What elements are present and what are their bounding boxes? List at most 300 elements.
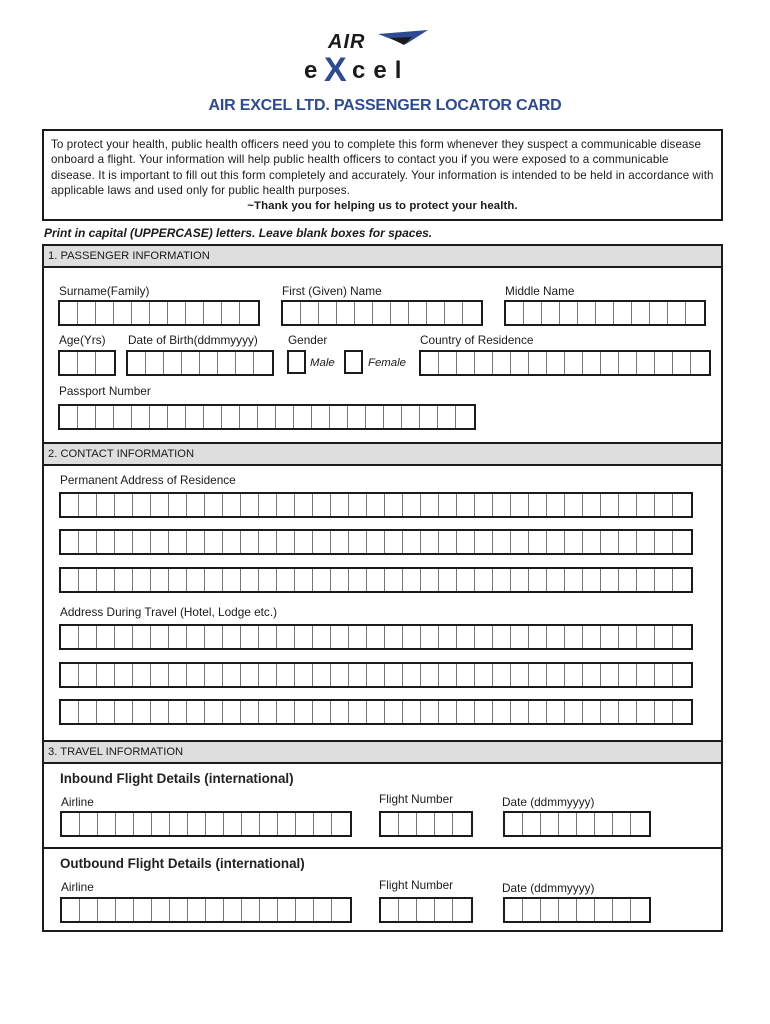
letter-box[interactable]	[614, 302, 632, 324]
letter-box[interactable]	[319, 302, 337, 324]
letter-box[interactable]	[475, 531, 493, 553]
letter-box[interactable]	[200, 352, 218, 374]
letter-box[interactable]	[583, 569, 601, 591]
passport-field[interactable]	[58, 404, 476, 430]
letter-box[interactable]	[114, 406, 132, 428]
letter-box[interactable]	[134, 899, 152, 921]
letter-box[interactable]	[223, 701, 241, 723]
letter-box[interactable]	[529, 531, 547, 553]
letter-box[interactable]	[475, 352, 493, 374]
letter-box[interactable]	[655, 531, 673, 553]
letter-box[interactable]	[511, 701, 529, 723]
letter-box[interactable]	[583, 701, 601, 723]
age-field[interactable]	[58, 350, 116, 376]
letter-box[interactable]	[673, 664, 691, 686]
letter-box[interactable]	[547, 494, 565, 516]
letter-box[interactable]	[331, 531, 349, 553]
first-name-field[interactable]	[281, 300, 483, 326]
letter-box[interactable]	[367, 664, 385, 686]
letter-box[interactable]	[151, 569, 169, 591]
letter-box[interactable]	[565, 626, 583, 648]
letter-box[interactable]	[295, 569, 313, 591]
letter-box[interactable]	[277, 664, 295, 686]
letter-box[interactable]	[168, 302, 186, 324]
letter-box[interactable]	[296, 899, 314, 921]
letter-box[interactable]	[505, 813, 523, 835]
letter-box[interactable]	[619, 569, 637, 591]
letter-box[interactable]	[331, 701, 349, 723]
letter-box[interactable]	[128, 352, 146, 374]
letter-box[interactable]	[385, 531, 403, 553]
letter-box[interactable]	[97, 701, 115, 723]
letter-box[interactable]	[421, 569, 439, 591]
letter-box[interactable]	[97, 664, 115, 686]
letter-box[interactable]	[96, 302, 114, 324]
letter-box[interactable]	[637, 352, 655, 374]
dob-field[interactable]	[126, 350, 274, 376]
letter-box[interactable]	[565, 664, 583, 686]
letter-box[interactable]	[637, 626, 655, 648]
country-field[interactable]	[419, 350, 711, 376]
letter-box[interactable]	[80, 899, 98, 921]
letter-box[interactable]	[421, 626, 439, 648]
letter-box[interactable]	[511, 352, 529, 374]
letter-box[interactable]	[601, 701, 619, 723]
letter-box[interactable]	[547, 569, 565, 591]
letter-box[interactable]	[205, 626, 223, 648]
letter-box[interactable]	[242, 813, 260, 835]
letter-box[interactable]	[115, 494, 133, 516]
letter-box[interactable]	[493, 569, 511, 591]
letter-box[interactable]	[259, 664, 277, 686]
letter-box[interactable]	[79, 569, 97, 591]
letter-box[interactable]	[637, 494, 655, 516]
letter-box[interactable]	[493, 494, 511, 516]
letter-box[interactable]	[187, 494, 205, 516]
letter-box[interactable]	[331, 626, 349, 648]
letter-box[interactable]	[529, 664, 547, 686]
letter-box[interactable]	[133, 664, 151, 686]
letter-box[interactable]	[169, 664, 187, 686]
letter-box[interactable]	[241, 531, 259, 553]
letter-box[interactable]	[511, 569, 529, 591]
male-checkbox[interactable]	[287, 350, 306, 374]
letter-box[interactable]	[205, 664, 223, 686]
letter-box[interactable]	[332, 813, 350, 835]
letter-box[interactable]	[493, 531, 511, 553]
permanent-address-line-2[interactable]	[59, 529, 693, 555]
letter-box[interactable]	[505, 899, 523, 921]
letter-box[interactable]	[637, 701, 655, 723]
letter-box[interactable]	[114, 302, 132, 324]
letter-box[interactable]	[403, 531, 421, 553]
letter-box[interactable]	[204, 302, 222, 324]
letter-box[interactable]	[475, 626, 493, 648]
letter-box[interactable]	[182, 352, 200, 374]
letter-box[interactable]	[391, 302, 409, 324]
letter-box[interactable]	[241, 569, 259, 591]
letter-box[interactable]	[547, 352, 565, 374]
letter-box[interactable]	[349, 531, 367, 553]
letter-box[interactable]	[542, 302, 560, 324]
letter-box[interactable]	[529, 626, 547, 648]
letter-box[interactable]	[295, 626, 313, 648]
letter-box[interactable]	[170, 813, 188, 835]
letter-box[interactable]	[583, 664, 601, 686]
letter-box[interactable]	[673, 352, 691, 374]
letter-box[interactable]	[601, 352, 619, 374]
letter-box[interactable]	[349, 701, 367, 723]
letter-box[interactable]	[116, 813, 134, 835]
letter-box[interactable]	[583, 352, 601, 374]
letter-box[interactable]	[439, 569, 457, 591]
letter-box[interactable]	[222, 406, 240, 428]
letter-box[interactable]	[79, 531, 97, 553]
letter-box[interactable]	[403, 701, 421, 723]
letter-box[interactable]	[146, 352, 164, 374]
letter-box[interactable]	[565, 352, 583, 374]
letter-box[interactable]	[493, 352, 511, 374]
letter-box[interactable]	[445, 302, 463, 324]
letter-box[interactable]	[151, 531, 169, 553]
letter-box[interactable]	[457, 494, 475, 516]
letter-box[interactable]	[673, 494, 691, 516]
letter-box[interactable]	[276, 406, 294, 428]
letter-box[interactable]	[223, 494, 241, 516]
letter-box[interactable]	[565, 701, 583, 723]
letter-box[interactable]	[169, 569, 187, 591]
letter-box[interactable]	[399, 813, 417, 835]
letter-box[interactable]	[98, 813, 116, 835]
letter-box[interactable]	[456, 406, 474, 428]
letter-box[interactable]	[62, 899, 80, 921]
letter-box[interactable]	[511, 626, 529, 648]
letter-box[interactable]	[79, 626, 97, 648]
letter-box[interactable]	[60, 302, 78, 324]
letter-box[interactable]	[439, 352, 457, 374]
letter-box[interactable]	[655, 701, 673, 723]
letter-box[interactable]	[97, 569, 115, 591]
letter-box[interactable]	[133, 626, 151, 648]
letter-box[interactable]	[399, 899, 417, 921]
letter-box[interactable]	[506, 302, 524, 324]
letter-box[interactable]	[541, 899, 559, 921]
letter-box[interactable]	[457, 626, 475, 648]
letter-box[interactable]	[260, 899, 278, 921]
letter-box[interactable]	[403, 664, 421, 686]
letter-box[interactable]	[295, 531, 313, 553]
letter-box[interactable]	[565, 531, 583, 553]
letter-box[interactable]	[187, 569, 205, 591]
letter-box[interactable]	[529, 494, 547, 516]
letter-box[interactable]	[223, 531, 241, 553]
letter-box[interactable]	[331, 494, 349, 516]
letter-box[interactable]	[301, 302, 319, 324]
letter-box[interactable]	[115, 664, 133, 686]
letter-box[interactable]	[619, 664, 637, 686]
letter-box[interactable]	[295, 664, 313, 686]
letter-box[interactable]	[60, 352, 78, 374]
letter-box[interactable]	[152, 899, 170, 921]
letter-box[interactable]	[493, 701, 511, 723]
letter-box[interactable]	[78, 406, 96, 428]
letter-box[interactable]	[421, 531, 439, 553]
letter-box[interactable]	[349, 569, 367, 591]
letter-box[interactable]	[367, 494, 385, 516]
letter-box[interactable]	[294, 406, 312, 428]
letter-box[interactable]	[439, 626, 457, 648]
letter-box[interactable]	[547, 626, 565, 648]
letter-box[interactable]	[381, 813, 399, 835]
letter-box[interactable]	[170, 899, 188, 921]
letter-box[interactable]	[187, 531, 205, 553]
letter-box[interactable]	[524, 302, 542, 324]
letter-box[interactable]	[151, 494, 169, 516]
letter-box[interactable]	[511, 664, 529, 686]
letter-box[interactable]	[668, 302, 686, 324]
letter-box[interactable]	[61, 494, 79, 516]
letter-box[interactable]	[421, 352, 439, 374]
outbound-airline-field[interactable]	[60, 897, 352, 923]
letter-box[interactable]	[164, 352, 182, 374]
letter-box[interactable]	[349, 626, 367, 648]
letter-box[interactable]	[98, 899, 116, 921]
letter-box[interactable]	[348, 406, 366, 428]
letter-box[interactable]	[583, 531, 601, 553]
letter-box[interactable]	[97, 494, 115, 516]
letter-box[interactable]	[453, 813, 471, 835]
letter-box[interactable]	[223, 626, 241, 648]
letter-box[interactable]	[493, 664, 511, 686]
letter-box[interactable]	[367, 626, 385, 648]
letter-box[interactable]	[116, 899, 134, 921]
travel-address-line-2[interactable]	[59, 662, 693, 688]
letter-box[interactable]	[61, 531, 79, 553]
letter-box[interactable]	[403, 626, 421, 648]
letter-box[interactable]	[596, 302, 614, 324]
letter-box[interactable]	[385, 494, 403, 516]
letter-box[interactable]	[613, 899, 631, 921]
letter-box[interactable]	[583, 494, 601, 516]
letter-box[interactable]	[133, 531, 151, 553]
letter-box[interactable]	[439, 701, 457, 723]
letter-box[interactable]	[204, 406, 222, 428]
letter-box[interactable]	[205, 494, 223, 516]
letter-box[interactable]	[205, 701, 223, 723]
letter-box[interactable]	[613, 813, 631, 835]
letter-box[interactable]	[435, 813, 453, 835]
letter-box[interactable]	[565, 494, 583, 516]
letter-box[interactable]	[631, 813, 649, 835]
letter-box[interactable]	[439, 494, 457, 516]
letter-box[interactable]	[330, 406, 348, 428]
letter-box[interactable]	[560, 302, 578, 324]
letter-box[interactable]	[475, 569, 493, 591]
letter-box[interactable]	[457, 531, 475, 553]
letter-box[interactable]	[186, 302, 204, 324]
letter-box[interactable]	[385, 701, 403, 723]
letter-box[interactable]	[222, 302, 240, 324]
letter-box[interactable]	[331, 569, 349, 591]
letter-box[interactable]	[151, 626, 169, 648]
letter-box[interactable]	[80, 813, 98, 835]
letter-box[interactable]	[236, 352, 254, 374]
letter-box[interactable]	[337, 302, 355, 324]
letter-box[interactable]	[133, 494, 151, 516]
letter-box[interactable]	[314, 899, 332, 921]
letter-box[interactable]	[169, 626, 187, 648]
letter-box[interactable]	[619, 531, 637, 553]
letter-box[interactable]	[312, 406, 330, 428]
letter-box[interactable]	[313, 531, 331, 553]
letter-box[interactable]	[366, 406, 384, 428]
letter-box[interactable]	[463, 302, 481, 324]
letter-box[interactable]	[420, 406, 438, 428]
letter-box[interactable]	[97, 531, 115, 553]
letter-box[interactable]	[655, 494, 673, 516]
letter-box[interactable]	[241, 494, 259, 516]
letter-box[interactable]	[296, 813, 314, 835]
letter-box[interactable]	[224, 813, 242, 835]
outbound-flight-number-field[interactable]	[379, 897, 473, 923]
letter-box[interactable]	[132, 302, 150, 324]
letter-box[interactable]	[241, 701, 259, 723]
letter-box[interactable]	[673, 626, 691, 648]
permanent-address-line-3[interactable]	[59, 567, 693, 593]
letter-box[interactable]	[650, 302, 668, 324]
letter-box[interactable]	[205, 531, 223, 553]
letter-box[interactable]	[421, 494, 439, 516]
letter-box[interactable]	[475, 701, 493, 723]
letter-box[interactable]	[384, 406, 402, 428]
letter-box[interactable]	[277, 701, 295, 723]
letter-box[interactable]	[79, 494, 97, 516]
letter-box[interactable]	[150, 302, 168, 324]
letter-box[interactable]	[241, 626, 259, 648]
letter-box[interactable]	[223, 569, 241, 591]
letter-box[interactable]	[529, 352, 547, 374]
letter-box[interactable]	[438, 406, 456, 428]
letter-box[interactable]	[367, 569, 385, 591]
letter-box[interactable]	[601, 664, 619, 686]
letter-box[interactable]	[595, 899, 613, 921]
letter-box[interactable]	[475, 494, 493, 516]
letter-box[interactable]	[258, 406, 276, 428]
letter-box[interactable]	[601, 531, 619, 553]
letter-box[interactable]	[151, 701, 169, 723]
letter-box[interactable]	[277, 569, 295, 591]
letter-box[interactable]	[511, 494, 529, 516]
letter-box[interactable]	[673, 701, 691, 723]
inbound-airline-field[interactable]	[60, 811, 352, 837]
letter-box[interactable]	[457, 664, 475, 686]
letter-box[interactable]	[168, 406, 186, 428]
outbound-date-field[interactable]	[503, 897, 651, 923]
letter-box[interactable]	[457, 569, 475, 591]
letter-box[interactable]	[187, 626, 205, 648]
letter-box[interactable]	[188, 813, 206, 835]
letter-box[interactable]	[313, 701, 331, 723]
letter-box[interactable]	[313, 569, 331, 591]
letter-box[interactable]	[417, 813, 435, 835]
letter-box[interactable]	[439, 664, 457, 686]
letter-box[interactable]	[115, 626, 133, 648]
letter-box[interactable]	[295, 494, 313, 516]
letter-box[interactable]	[637, 569, 655, 591]
letter-box[interactable]	[61, 701, 79, 723]
letter-box[interactable]	[583, 626, 601, 648]
letter-box[interactable]	[259, 569, 277, 591]
letter-box[interactable]	[188, 899, 206, 921]
letter-box[interactable]	[349, 664, 367, 686]
letter-box[interactable]	[619, 626, 637, 648]
letter-box[interactable]	[655, 626, 673, 648]
letter-box[interactable]	[673, 569, 691, 591]
letter-box[interactable]	[421, 701, 439, 723]
letter-box[interactable]	[151, 664, 169, 686]
letter-box[interactable]	[523, 813, 541, 835]
letter-box[interactable]	[595, 813, 613, 835]
letter-box[interactable]	[169, 494, 187, 516]
letter-box[interactable]	[355, 302, 373, 324]
letter-box[interactable]	[205, 569, 223, 591]
letter-box[interactable]	[186, 406, 204, 428]
inbound-flight-number-field[interactable]	[379, 811, 473, 837]
letter-box[interactable]	[206, 813, 224, 835]
letter-box[interactable]	[60, 406, 78, 428]
letter-box[interactable]	[655, 352, 673, 374]
surname-field[interactable]	[58, 300, 260, 326]
letter-box[interactable]	[115, 701, 133, 723]
letter-box[interactable]	[62, 813, 80, 835]
letter-box[interactable]	[313, 626, 331, 648]
letter-box[interactable]	[601, 626, 619, 648]
letter-box[interactable]	[547, 701, 565, 723]
letter-box[interactable]	[241, 664, 259, 686]
permanent-address-line-1[interactable]	[59, 492, 693, 518]
letter-box[interactable]	[79, 701, 97, 723]
letter-box[interactable]	[632, 302, 650, 324]
letter-box[interactable]	[132, 406, 150, 428]
letter-box[interactable]	[523, 899, 541, 921]
letter-box[interactable]	[385, 664, 403, 686]
letter-box[interactable]	[453, 899, 471, 921]
inbound-date-field[interactable]	[503, 811, 651, 837]
letter-box[interactable]	[637, 531, 655, 553]
letter-box[interactable]	[115, 531, 133, 553]
letter-box[interactable]	[277, 626, 295, 648]
letter-box[interactable]	[547, 664, 565, 686]
letter-box[interactable]	[78, 352, 96, 374]
letter-box[interactable]	[224, 899, 242, 921]
letter-box[interactable]	[313, 494, 331, 516]
letter-box[interactable]	[278, 899, 296, 921]
letter-box[interactable]	[655, 569, 673, 591]
letter-box[interactable]	[541, 813, 559, 835]
letter-box[interactable]	[349, 494, 367, 516]
letter-box[interactable]	[637, 664, 655, 686]
letter-box[interactable]	[277, 494, 295, 516]
letter-box[interactable]	[619, 494, 637, 516]
letter-box[interactable]	[385, 626, 403, 648]
letter-box[interactable]	[332, 899, 350, 921]
letter-box[interactable]	[367, 531, 385, 553]
travel-address-line-1[interactable]	[59, 624, 693, 650]
letter-box[interactable]	[295, 701, 313, 723]
letter-box[interactable]	[457, 352, 475, 374]
letter-box[interactable]	[409, 302, 427, 324]
letter-box[interactable]	[439, 531, 457, 553]
